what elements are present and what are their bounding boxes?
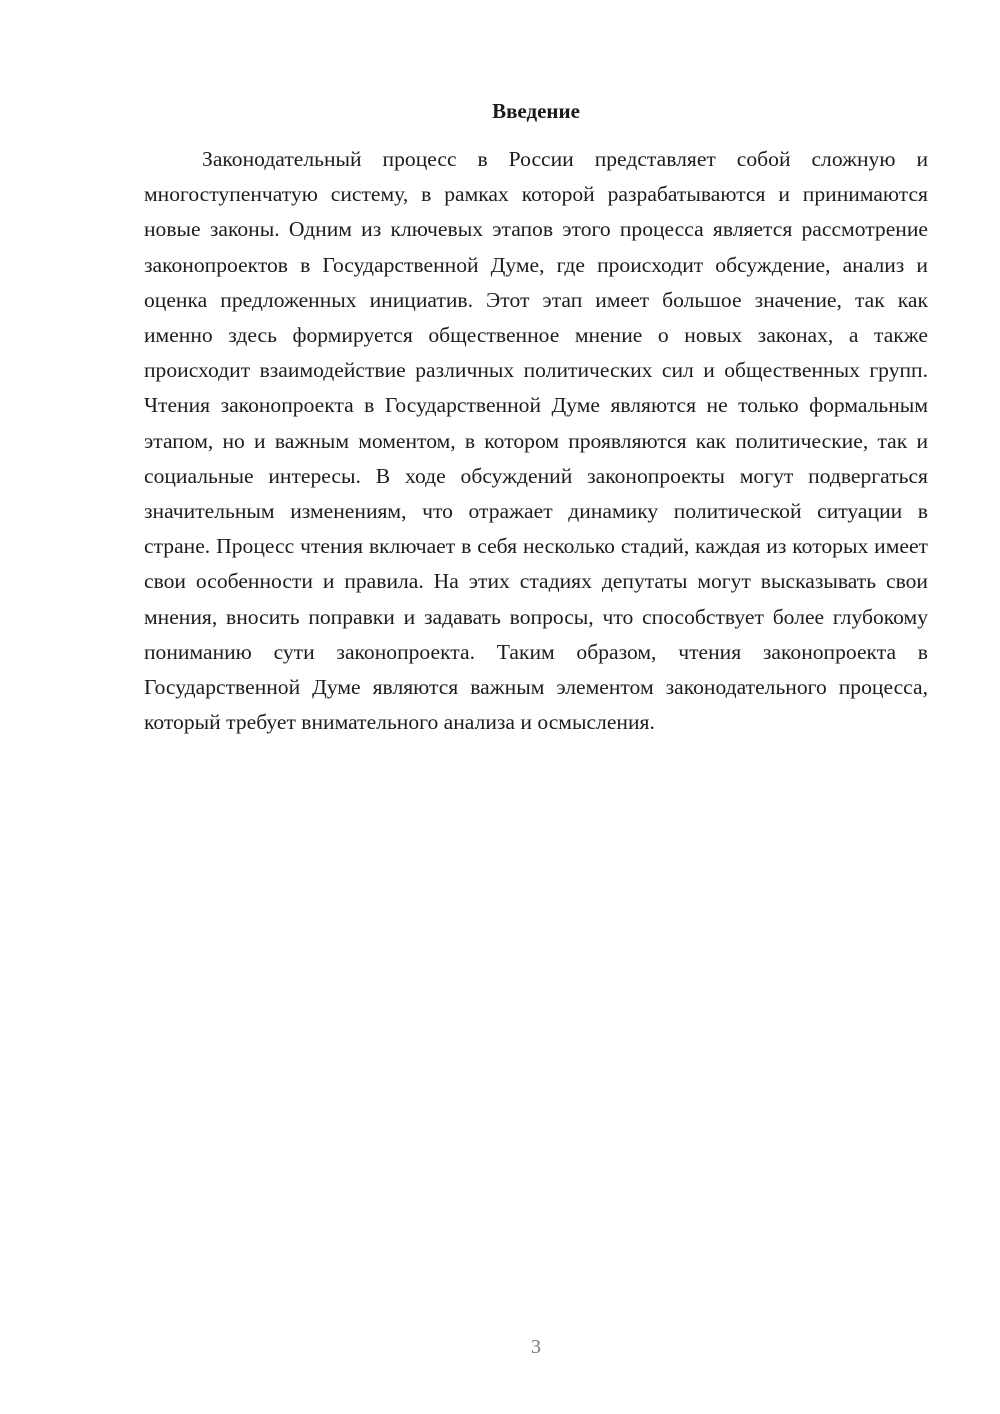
body-paragraph: Законодательный процесс в России представляет собой сложную и многоступенчатую систему, в рамках которой разрабатываются и принимаются новые законы. Одним из ключевых этапов этого процесса является рассмотрение законопроектов в Государственной Думе, где происходит обсуждение, анализ и оценка предложенных инициатив. Этот этап имеет большое значение, так как именно здесь формируется общественное мнение о новых законах, а также происходит взаимодействие различных политических сил и общественных групп. Чтения законопроекта в Государственной Думе являются не только формальным этапом, но и важным моментом, в котором проявляются как политические, так и социальные интересы. В ходе обсуждений законопроекты могут подвергаться значительным изменениям, что отражает динамику политической ситуации в стране. Процесс чтения включает в себя несколько стадий, каждая из которых имеет свои особенности и правила. На этих стадиях депутаты могут высказывать свои мнения, вносить поправки и задавать вопросы, что способствует более глубокому пониманию сути законопроекта. Таким образом, чтения законопроекта в Государственной Думе являются важным элементом законодательного процесса, который требует внимательного анализа и осмысления.	[144, 147, 928, 735]
section-heading: Введение	[492, 99, 580, 123]
page-number: 3	[531, 1336, 541, 1358]
